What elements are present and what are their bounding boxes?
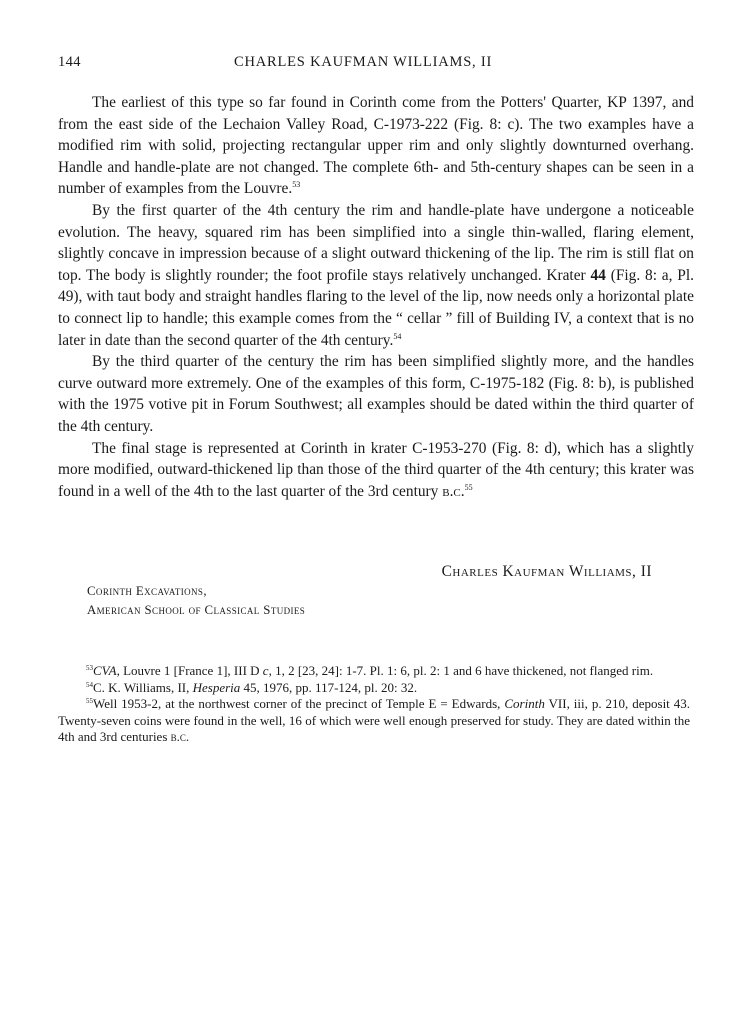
footnote-italic: Corinth — [504, 696, 545, 712]
footnote-text: Louvre 1 [France 1], III D — [119, 663, 263, 678]
footnote-marker: 54 — [86, 680, 93, 689]
paragraph-1 — [58, 92, 694, 200]
footnote-italic: Hesperia — [192, 679, 241, 695]
footnote-italic: CVA, — [93, 663, 120, 678]
affiliation-line-1: Corinth Excavations, — [87, 584, 207, 598]
paragraph-3-text: By the third quarter of the century the rim has been simplified slightly more, and the handles curve outward more extremely. One of the examples of this form, C-1975-182 (Fig. 8: b), is published with the 1975 votive pit in Forum Southwest; all examples should be dated within the third quarter of the 4th century. — [58, 353, 694, 435]
footnote-text: C. K. Williams, II, — [93, 679, 193, 695]
footnote-text: VII, iii, p. 210, deposit 43. Twenty-seven coins were found in the well, 16 of which were well enough preserved for study. They are dated within the 4th and 3rd centuries — [58, 696, 690, 745]
era-abbrev: b.c. — [442, 482, 465, 500]
footnote-text: 45, 1976, pp. 117-124, pl. 20: 32. — [240, 679, 418, 695]
footnote-ref-55[interactable]: 55 — [464, 482, 473, 492]
paragraph-3 — [58, 351, 694, 437]
running-title: CHARLES KAUFMAN WILLIAMS, II — [234, 54, 493, 70]
body-text — [58, 92, 694, 502]
footnote-marker: 53 — [86, 664, 93, 672]
paragraph-1-text: The earliest of this type so far found in Corinth come from the Potters' Quarter, KP 1397, and from the east side of the Lechaion Valley Road, C-1973-222 (Fig. 8: c). The two examples have a modified rim with solid, projecting rectangular upper rim and only slightly downturned overhang. Handle and handle-plate are not changed. The complete 6th- and 5th-century shapes can be seen in a number of examples from the Louvre. — [58, 94, 694, 198]
footnote-53 — [58, 663, 690, 680]
footnotes — [58, 663, 690, 746]
footnote-ref-53[interactable]: 53 — [292, 180, 301, 190]
paragraph-4-text: The final stage is represented at Corinth in krater C-1953-270 (Fig. 8: d), which has a slightly more modified, outward-thickened lip than those of the third quarter of the 4th century; this krater was found in a well of the 4th to the last quarter of the 3rd century — [58, 439, 694, 500]
footnote-55 — [58, 696, 690, 746]
catalogue-number: 44 — [590, 266, 606, 284]
footnote-marker: 55 — [86, 697, 93, 706]
paragraph-4 — [58, 438, 694, 503]
page-number: 144 — [58, 54, 81, 70]
affiliation — [87, 582, 305, 620]
paragraph-2 — [58, 200, 694, 351]
paragraph-2-text-a: By the first quarter of the 4th century the rim and handle-plate have undergone a noticeable evolution. The heavy, squared rim has been simplified into a single thin-walled, flaring element, slightly concave in impression because of a slight outward thickening of the lip. The rim is still flat on top. The body is slightly rounder; the foot profile stays relatively unchanged. Krater — [58, 201, 694, 284]
footnote-ref-54[interactable]: 54 — [393, 331, 402, 341]
author-signature: Charles Kaufman Williams, II — [441, 563, 652, 580]
era-abbrev: b.c. — [170, 729, 190, 745]
footnote-italic: c — [262, 663, 269, 678]
paragraph-2-text-b: (Fig. 8: a, Pl. 49), with taut body and straight handles flaring to the level of the lip, now needs only a horizontal plate to connect lip to handle; this example comes from the “ cellar ” fill of Building IV, a context that is no later in date than the second quarter of the 4th century. — [58, 266, 694, 349]
footnote-text: Well 1953-2, at the northwest corner of the precinct of Temple E = Edwards, — [93, 696, 505, 712]
footnote-54 — [58, 680, 690, 697]
footnote-text: , 1, 2 [23, 24]: 1-7. Pl. 1: 6, pl. 2: 1 and 6 have thickened, not flanged rim. — [268, 663, 654, 678]
affiliation-line-2: American School of Classical Studies — [87, 603, 306, 617]
